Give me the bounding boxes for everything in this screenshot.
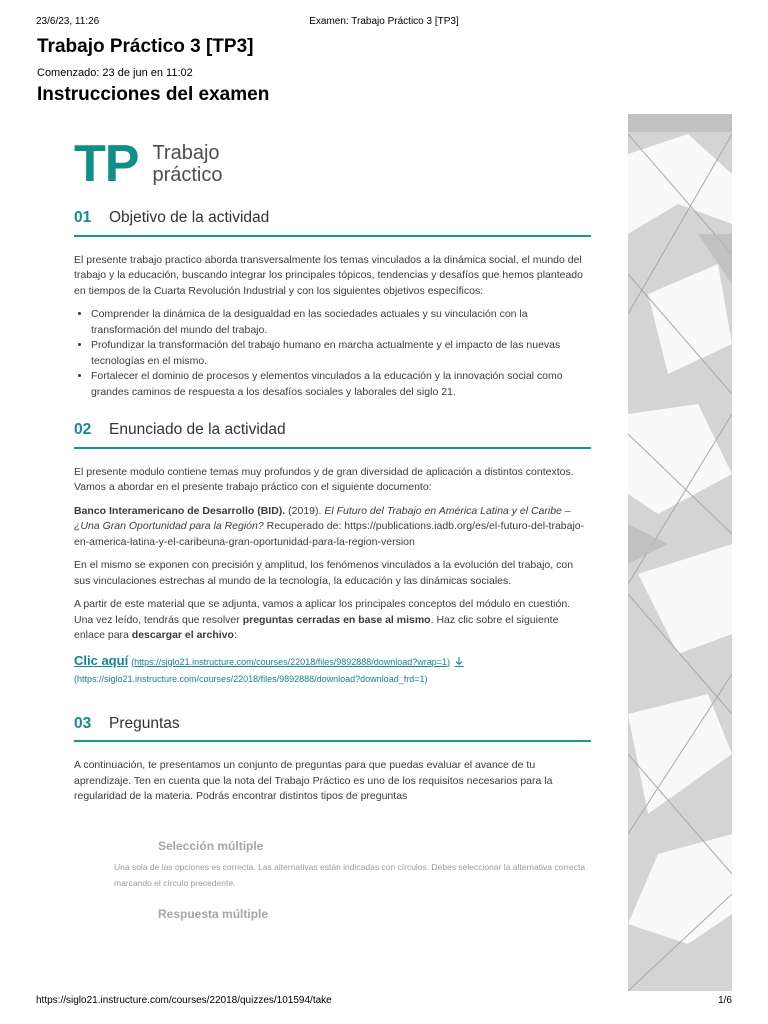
section-heading (74, 210, 591, 237)
objectives-list (74, 307, 591, 400)
architecture-image (628, 114, 732, 991)
paragraph: En el mismo se exponen con precisión y amplitud, los fenómenos vinculados a la evolución del trabajo, con sus vinculaciones estrechas al mundo de la tecnología, la educación y las dinámicas sociales. (74, 559, 574, 587)
section-number: 03 (74, 714, 92, 732)
section-preguntas (74, 716, 591, 923)
question-type-multiple-choice (74, 839, 591, 892)
question-type-title: Selección múltiple (158, 838, 264, 853)
reference-paragraph (74, 504, 591, 551)
print-title: Examen: Trabajo Práctico 3 [TP3] (309, 16, 459, 27)
paragraph (74, 597, 591, 644)
page-number: 1/6 (718, 995, 732, 1006)
reference-url: Recuperado de: https://publications.iadb.org/es/el-futuro-del-trabajo-en-america-latina-y-el-caribeuna-gran-oportunidad-para-la-region-version (74, 520, 585, 548)
question-type-title: Respuesta múltiple (158, 907, 269, 921)
decorative-side-image (628, 114, 732, 991)
tp-logo-line2: práctico (152, 164, 223, 186)
text: A partir de este material que se adjunta, vamos a aplicar los principales conceptos del módulo en cuestión. Una vez leído, tendrás que resolver (74, 598, 571, 626)
section-title: Enunciado de la actividad (109, 421, 286, 438)
download-link[interactable]: Clic aquí (74, 652, 129, 668)
download-link-url[interactable]: (https://siglo21.instructure.com/courses/22018/files/9892888/download?wrap=1) (131, 656, 451, 667)
section-number: 01 (74, 209, 92, 226)
section-heading (74, 422, 591, 449)
instructions-heading: Instrucciones del examen (37, 84, 270, 105)
question-type-description: Una sola de las opciones es correcta. Las alternativas están indicadas con círculos. Debes seleccionar la alternativa correcta marcando el círculo precedente. (114, 862, 586, 888)
print-url: https://siglo21.instructure.com/courses/22018/quizzes/101594/take (36, 995, 332, 1006)
section-enunciado (74, 422, 591, 688)
bold-text: descargar el archivo (131, 629, 234, 641)
print-date: 23/6/23, 11:26 (36, 16, 100, 27)
reference-title: El Futuro del Trabajo en América Latina y el Caribe – ¿Una Gran Oportunidad para la Región? (74, 504, 571, 532)
section-objetivo (74, 210, 591, 400)
tp-logo-text (152, 142, 222, 186)
tp-logo-mark: TP (74, 135, 139, 193)
section-title: Objetivo de la actividad (109, 209, 270, 226)
started-timestamp: Comenzado: 23 de jun en 11:02 (37, 67, 193, 79)
reference-author: Banco Interamericano de Desarrollo (BID). (74, 504, 286, 517)
paragraph: A continuación, te presentamos un conjunto de preguntas para que puedas evaluar el avance de tu aprendizaje. Ten en cuenta que la nota del Trabajo Práctico es uno de los requisitos necesarios para la regularidad de la materia. Podrás encontrar distintos tipos de preguntas (74, 759, 553, 802)
question-type-multiple-answer (74, 907, 591, 923)
list-item: • Comprender la dinámica de la desigualdad en las sociedades actuales y su vinculación con la transformación del mundo del trabajo. (91, 307, 591, 338)
download-link-block (74, 652, 591, 688)
text: : (233, 629, 237, 641)
section-title: Preguntas (109, 714, 180, 732)
quiz-title: Trabajo Práctico 3 [TP3] (37, 36, 254, 57)
paragraph: El presente trabajo practico aborda transversalmente los temas vinculados a la dinámica social, el mundo del trabajo y la educación, buscando integrar los principales tópicos, tendencias y desafíos que hemos planteado en tiempos de la Cuarta Revolución Industrial y con los siguientes objetivos específicos: (74, 253, 583, 297)
download-icon[interactable] (453, 656, 465, 668)
list-item: • Fortalecer el dominio de procesos y elementos vinculados a la educación y la innovación social como grandes caminos de respuesta a los desafíos sociales y laborales del siglo 21. (91, 369, 591, 400)
paragraph: El presente modulo contiene temas muy profundos y de gran diversidad de aplicación a distintos contextos. Vamos a abordar en el presente trabajo práctico con el siguiente documento: (74, 465, 574, 493)
section-heading (74, 716, 591, 743)
bold-text: preguntas cerradas en base al mismo (242, 613, 431, 626)
list-item: • Profundizar la transformación del trabajo humano en marcha actualmente y el impacto de las nuevas tecnologías en el mismo. (91, 338, 591, 369)
download-frd-url[interactable]: (https://siglo21.instructure.com/courses/22018/files/9892888/download?download_frd=1) (74, 673, 428, 684)
tp-logo-line1: Trabajo (152, 142, 220, 164)
instructions-content (74, 134, 591, 923)
section-number: 02 (74, 421, 92, 438)
reference-year: (2019). (285, 504, 325, 517)
tp-logo (74, 134, 591, 194)
text: . Haz clic sobre el siguiente enlace para (74, 613, 559, 641)
